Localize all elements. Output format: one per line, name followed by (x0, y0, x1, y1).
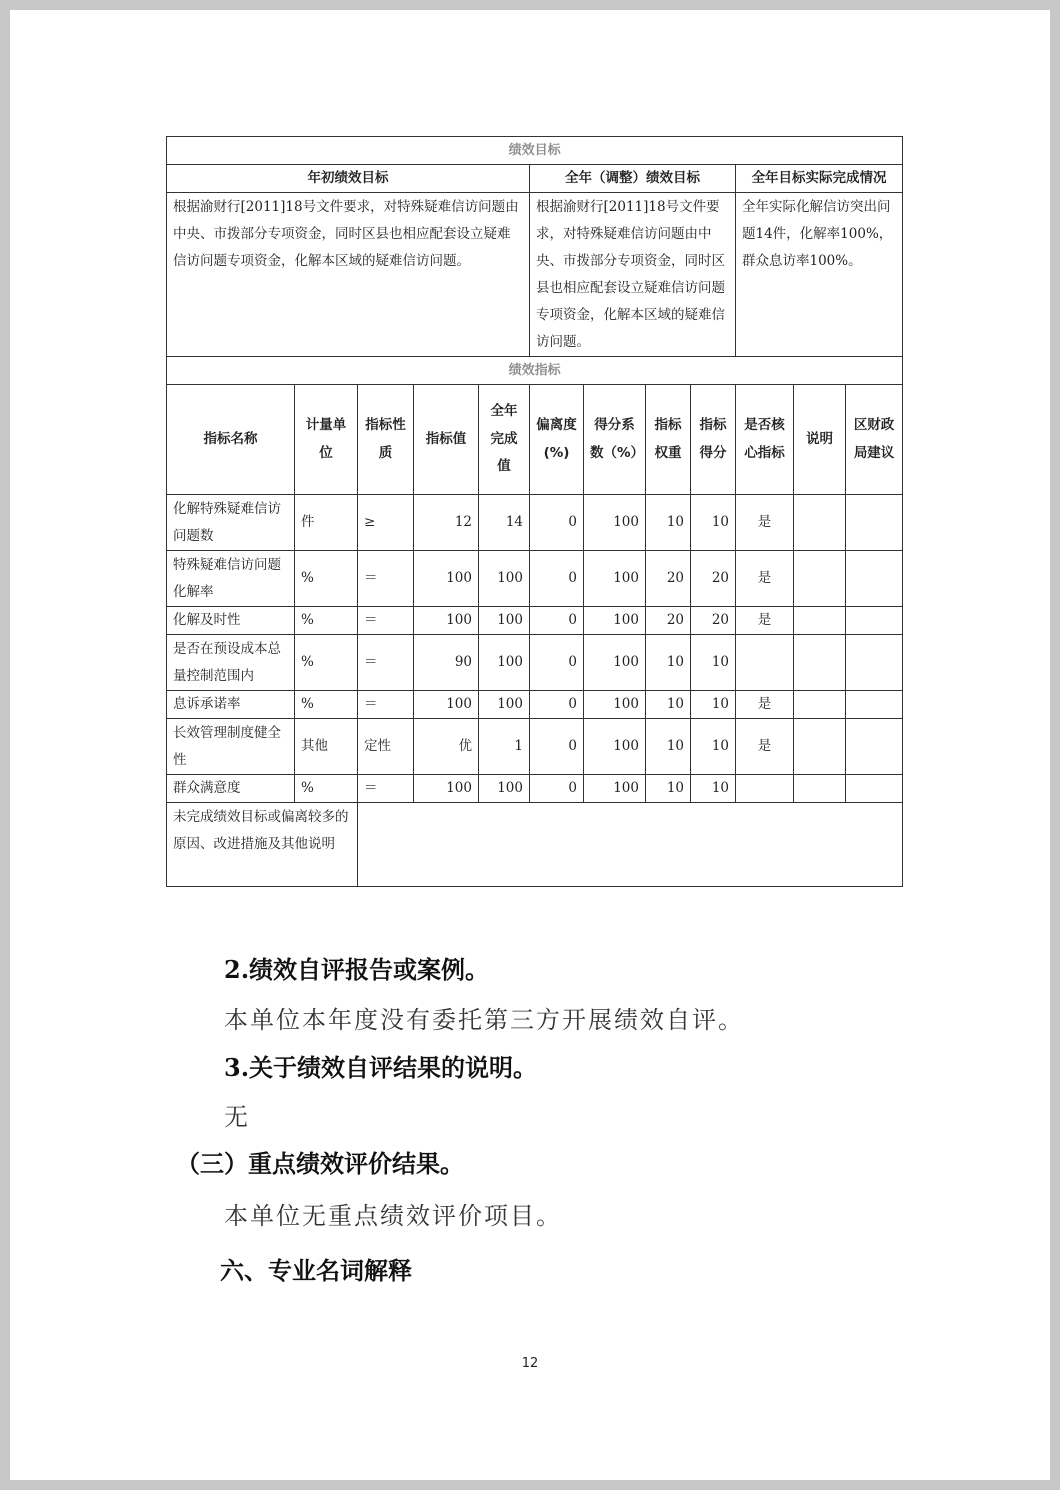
section-3-heading: 3.关于绩效自评结果的说明。 (224, 1053, 538, 1082)
cell-note (794, 635, 846, 691)
goal-text-initial: 根据渝财行[2011]18号文件要求，对特殊疑难信访问题由中央、市拨部分专项资金，同时区县也相应配套设立疑难信访问题专项资金，化解本区域的疑难信访问题。 (167, 193, 530, 357)
cell-weight: 10 (646, 635, 691, 691)
cell-core: 是 (736, 551, 794, 607)
cell-unit: % (295, 691, 358, 719)
col-header-core: 是否核心指标 (736, 385, 794, 495)
table-row (167, 551, 903, 607)
indicator-section-title: 绩效指标 (167, 357, 903, 385)
cell-actual: 100 (479, 551, 530, 607)
cell-actual: 14 (479, 495, 530, 551)
cell-advice (846, 495, 903, 551)
cell-score: 10 (691, 691, 736, 719)
goal-section-title: 绩效目标 (167, 137, 903, 165)
cell-target: 12 (414, 495, 479, 551)
cell-nature: 定性 (358, 719, 414, 775)
goal-header-adjusted: 全年（调整）绩效目标 (530, 165, 736, 193)
cell-weight: 20 (646, 551, 691, 607)
cell-nature: ＝ (358, 775, 414, 803)
cell-unit: % (295, 551, 358, 607)
col-header-advice: 区财政局建议 (846, 385, 903, 495)
table-row (167, 495, 903, 551)
cell-name: 长效管理制度健全性 (167, 719, 295, 775)
cell-core (736, 775, 794, 803)
cell-nature: ＝ (358, 635, 414, 691)
cell-coef: 100 (584, 551, 646, 607)
cell-score: 10 (691, 775, 736, 803)
cell-unit: % (295, 635, 358, 691)
goal-text-actual: 全年实际化解信访突出问题14件，化解率100%，群众息访率100%。 (736, 193, 903, 357)
cell-deviation: 0 (530, 691, 584, 719)
cell-target: 100 (414, 551, 479, 607)
table-row (167, 607, 903, 635)
cell-weight: 10 (646, 719, 691, 775)
cell-score: 10 (691, 495, 736, 551)
goal-header-actual: 全年目标实际完成情况 (736, 165, 903, 193)
cell-score: 10 (691, 635, 736, 691)
cell-name: 化解特殊疑难信访问题数 (167, 495, 295, 551)
cell-advice (846, 635, 903, 691)
cell-name: 群众满意度 (167, 775, 295, 803)
col-header-score: 指标得分 (691, 385, 736, 495)
cell-coef: 100 (584, 691, 646, 719)
cell-coef: 100 (584, 719, 646, 775)
cell-score: 10 (691, 719, 736, 775)
cell-deviation: 0 (530, 607, 584, 635)
cell-nature: ＝ (358, 551, 414, 607)
cell-note (794, 775, 846, 803)
document-page (10, 10, 1050, 1480)
cell-deviation: 0 (530, 635, 584, 691)
col-header-deviation: 偏离度(%) (530, 385, 584, 495)
cell-core: 是 (736, 607, 794, 635)
section-2-heading: 2.绩效自评报告或案例。 (224, 955, 490, 984)
cell-core: 是 (736, 495, 794, 551)
cell-advice (846, 719, 903, 775)
cell-unit: 件 (295, 495, 358, 551)
cell-core (736, 635, 794, 691)
performance-table (166, 136, 903, 887)
cell-score: 20 (691, 551, 736, 607)
cell-core: 是 (736, 719, 794, 775)
cell-deviation: 0 (530, 775, 584, 803)
col-header-coef: 得分系数（%） (584, 385, 646, 495)
col-header-unit: 计量单位 (295, 385, 358, 495)
cell-nature: ≥ (358, 495, 414, 551)
col-header-nature: 指标性质 (358, 385, 414, 495)
section-2-text: 本单位本年度没有委托第三方开展绩效自评。 (224, 1006, 744, 1034)
cell-advice (846, 607, 903, 635)
cell-note (794, 551, 846, 607)
cell-unit: % (295, 775, 358, 803)
cell-name: 化解及时性 (167, 607, 295, 635)
cell-name: 特殊疑难信访问题化解率 (167, 551, 295, 607)
cell-advice (846, 775, 903, 803)
cell-target: 90 (414, 635, 479, 691)
col-header-note: 说明 (794, 385, 846, 495)
page-number: 12 (521, 1356, 539, 1371)
cell-note (794, 495, 846, 551)
cell-actual: 1 (479, 719, 530, 775)
cell-note (794, 719, 846, 775)
col-header-name: 指标名称 (167, 385, 295, 495)
cell-advice (846, 551, 903, 607)
col-header-weight: 指标权重 (646, 385, 691, 495)
cell-deviation: 0 (530, 551, 584, 607)
cell-nature: ＝ (358, 607, 414, 635)
key-evaluation-text: 本单位无重点绩效评价项目。 (224, 1202, 562, 1230)
section-6-heading: 六、专业名词解释 (220, 1256, 412, 1285)
cell-name: 息诉承诺率 (167, 691, 295, 719)
table-row (167, 691, 903, 719)
key-evaluation-heading: （三）重点绩效评价结果。 (176, 1149, 464, 1178)
table-row (167, 635, 903, 691)
cell-target: 100 (414, 607, 479, 635)
col-header-actual: 全年完成值 (479, 385, 530, 495)
cell-target: 100 (414, 691, 479, 719)
cell-score: 20 (691, 607, 736, 635)
cell-actual: 100 (479, 691, 530, 719)
cell-deviation: 0 (530, 495, 584, 551)
table-row (167, 775, 903, 803)
goal-header-initial: 年初绩效目标 (167, 165, 530, 193)
cell-coef: 100 (584, 635, 646, 691)
footer-value (358, 803, 903, 887)
table-row (167, 719, 903, 775)
cell-name: 是否在预设成本总量控制范围内 (167, 635, 295, 691)
cell-coef: 100 (584, 607, 646, 635)
cell-weight: 10 (646, 775, 691, 803)
cell-core: 是 (736, 691, 794, 719)
cell-nature: ＝ (358, 691, 414, 719)
cell-note (794, 607, 846, 635)
cell-deviation: 0 (530, 719, 584, 775)
col-header-target: 指标值 (414, 385, 479, 495)
cell-actual: 100 (479, 607, 530, 635)
cell-actual: 100 (479, 775, 530, 803)
cell-actual: 100 (479, 635, 530, 691)
cell-target: 优 (414, 719, 479, 775)
cell-unit: % (295, 607, 358, 635)
cell-coef: 100 (584, 495, 646, 551)
cell-target: 100 (414, 775, 479, 803)
cell-unit: 其他 (295, 719, 358, 775)
cell-weight: 20 (646, 607, 691, 635)
goal-text-adjusted: 根据渝财行[2011]18号文件要求，对特殊疑难信访问题由中央、市拨部分专项资金，同时区县也相应配套设立疑难信访问题专项资金，化解本区域的疑难信访问题。 (530, 193, 736, 357)
cell-note (794, 691, 846, 719)
cell-advice (846, 691, 903, 719)
cell-weight: 10 (646, 691, 691, 719)
cell-weight: 10 (646, 495, 691, 551)
cell-coef: 100 (584, 775, 646, 803)
section-3-text: 无 (224, 1103, 250, 1131)
footer-label: 未完成绩效目标或偏离较多的原因、改进措施及其他说明 (167, 803, 358, 887)
